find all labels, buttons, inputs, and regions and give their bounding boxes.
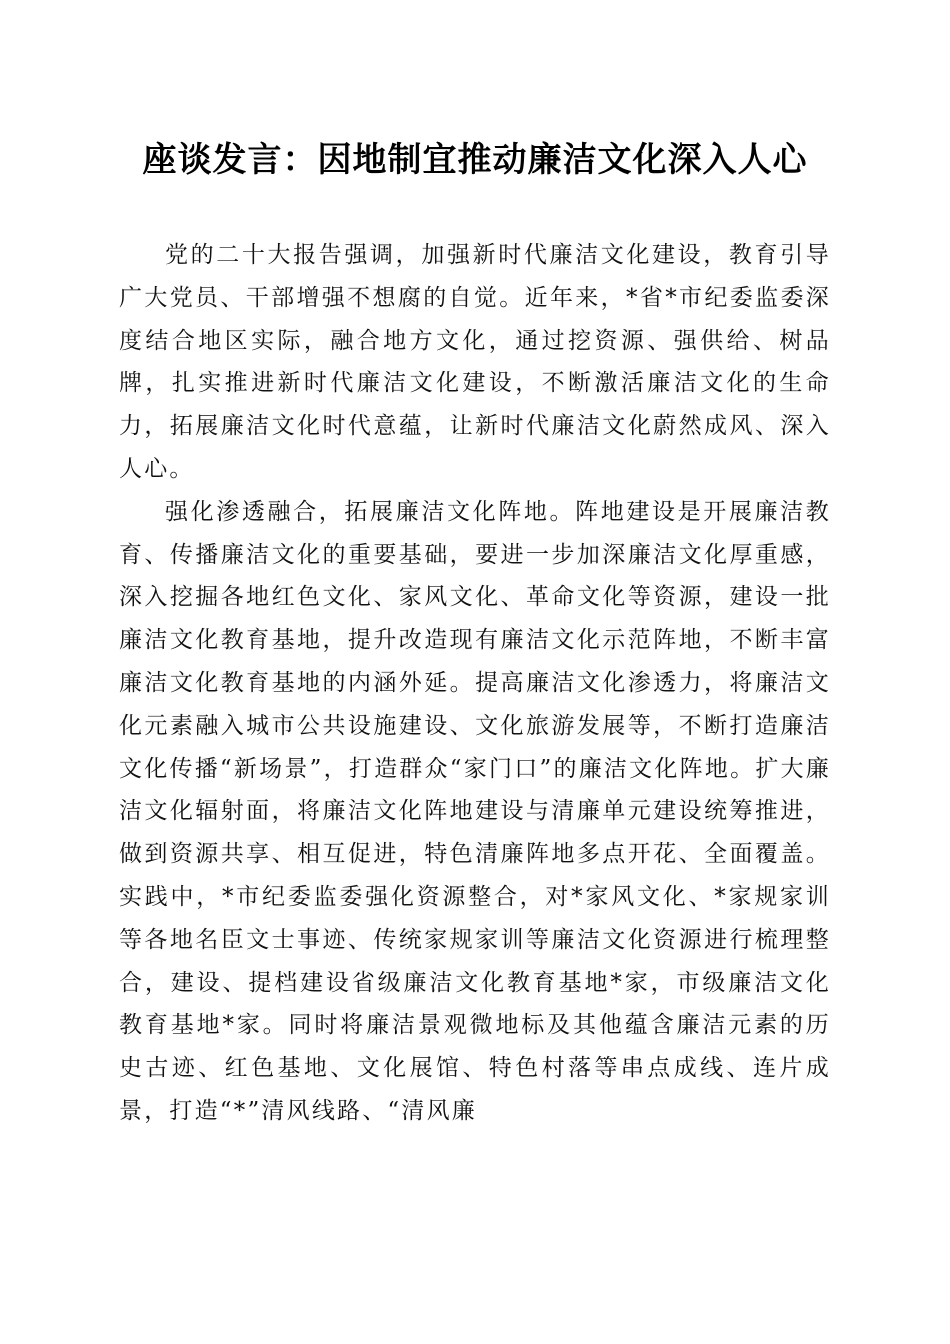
document-body	[119, 234, 831, 1133]
paragraph-strengthen-integration: 强化渗透融合，拓展廉洁文化阵地。阵地建设是开展廉洁教育、传播廉洁文化的重要基础，要进一步加深廉洁文化厚重感，深入挖掘各地红色文化、家风文化、革命文化等资源，建设一批廉洁文化教育基地，提升改造现有廉洁文化示范阵地，不断丰富廉洁文化教育基地的内涵外延。提高廉洁文化渗透力，将廉洁文化元素融入城市公共设施建设、文化旅游发展等，不断打造廉洁文化传播“新场景”，打造群众“家门口”的廉洁文化阵地。扩大廉洁文化辐射面，将廉洁文化阵地建设与清廉单元建设统筹推进，做到资源共享、相互促进，特色清廉阵地多点开花、全面覆盖。实践中，*市纪委监委强化资源整合，对*家风文化、*家规家训等各地名臣文士事迹、传统家规家训等廉洁文化资源进行梳理整合，建设、提档建设省级廉洁文化教育基地*家，市级廉洁文化教育基地*家。同时将廉洁景观微地标及其他蕴含廉洁元素的历史古迹、红色基地、文化展馆、特色村落等串点成线、连片成景，打造“*”清风线路、“清风廉	[119, 498, 831, 1124]
paragraph-intro: 党的二十大报告强调，加强新时代廉洁文化建设，教育引导广大党员、干部增强不想腐的自觉。近年来，*省*市纪委监委深度结合地区实际，融合地方文化，通过挖资源、强供给、树品牌，扎实推进新时代廉洁文化建设，不断激活廉洁文化的生命力，拓展廉洁文化时代意蕴，让新时代廉洁文化蔚然成风、深入人心。	[119, 242, 831, 482]
document-title: 座谈发言：因地制宜推动廉洁文化深入人心	[142, 140, 808, 180]
